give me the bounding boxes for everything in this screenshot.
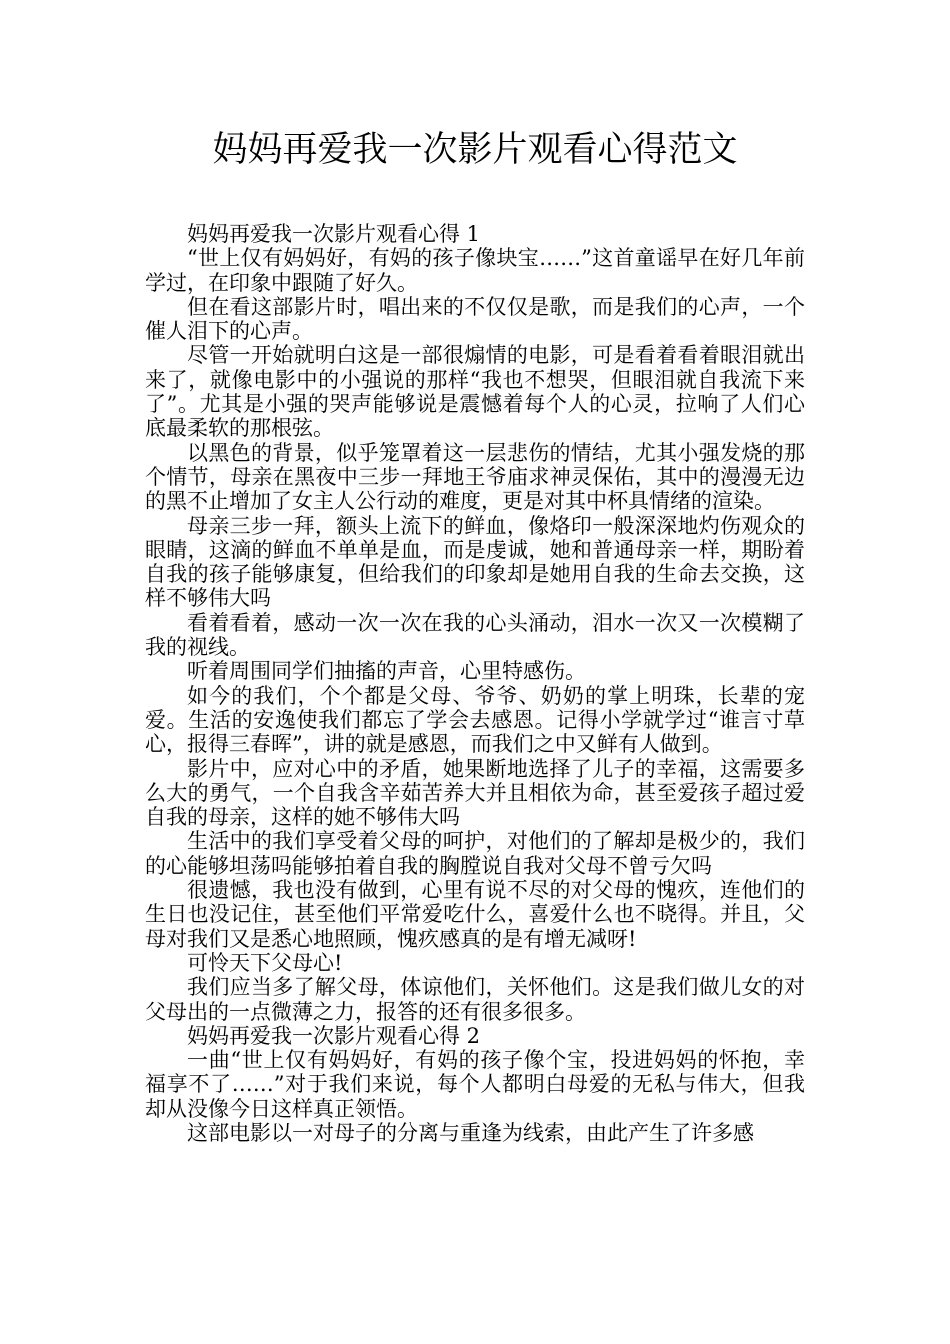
paragraph: 影片中，应对心中的矛盾，她果断地选择了儿子的幸福，这需要多么大的勇气，一个自我含辛茹苦养大并且相依为命，甚至爱孩子超过爱自我的母亲，这样的她不够伟大吗 bbox=[145, 756, 805, 830]
document-title: 妈妈再爱我一次影片观看心得范文 bbox=[212, 130, 738, 170]
paragraph: 很遗憾，我也没有做到，心里有说不尽的对父母的愧疚，连他们的生日也没记住，甚至他们平常爱吃什么，喜爱什么也不晓得。并且，父母对我们又是悉心地照顾，愧疚感真的是有增无减呀! bbox=[145, 878, 805, 951]
paragraph: 我们应当多了解父母，体谅他们，关怀他们。这是我们做儿女的对父母出的一点微薄之力，报答的还有很多很多。 bbox=[145, 975, 805, 1024]
paragraph: 一曲“世上仅有妈妈好，有妈的孩子像个宝，投进妈妈的怀抱，幸福享不了……”对于我们来说，每个人都明白母爱的无私与伟大，但我却从没像今日这样真正领悟。 bbox=[145, 1048, 805, 1121]
paragraph: 但在看这部影片时，唱出来的不仅仅是歌，而是我们的心声，一个催人泪下的心声。 bbox=[145, 294, 805, 344]
document-body bbox=[145, 222, 805, 1145]
paragraph: “世上仅有妈妈好，有妈的孩子像块宝……”这首童谣早在好几年前学过，在印象中跟随了好久。 bbox=[145, 246, 805, 295]
paragraph: 看着看着，感动一次一次在我的心头涌动，泪水一次又一次模糊了我的视线。 bbox=[145, 610, 805, 660]
paragraph: 如今的我们，个个都是父母、爷爷、奶奶的掌上明珠，长辈的宠爱。生活的安逸使我们都忘了学会去感恩。记得小学就学过“谁言寸草心，报得三春晖”，讲的就是感恩，而我们之中又鲜有人做到。 bbox=[145, 683, 805, 757]
paragraph: 这部电影以一对母子的分离与重逢为线索，由此产生了许多感 bbox=[187, 1120, 754, 1145]
section-heading-1: 妈妈再爱我一次影片观看心得 1 bbox=[187, 222, 481, 246]
paragraph: 听着周围同学们抽搐的声音，心里特感伤。 bbox=[187, 659, 586, 684]
paragraph: 母亲三步一拜，额头上流下的鲜血，像烙印一般深深地灼伤观众的眼睛，这滴的鲜血不单单是血，而是虔诚，她和普通母亲一样，期盼着自我的孩子能够康复，但给我们的印象却是她用自我的生命去交换，这样不够伟大吗 bbox=[145, 513, 805, 611]
section-heading-2: 妈妈再爱我一次影片观看心得 2 bbox=[187, 1023, 481, 1048]
paragraph: 生活中的我们享受着父母的呵护，对他们的了解却是极少的，我们的心能够坦荡吗能够拍着自我的胸膛说自我对父母不曾亏欠吗 bbox=[145, 829, 805, 878]
paragraph: 可怜天下父母心! bbox=[187, 950, 343, 975]
paragraph: 尽管一开始就明白这是一部很煽情的电影，可是看着看着眼泪就出来了，就像电影中的小强说的那样“我也不想哭，但眼泪就自我流下来了”。尤其是小强的哭声能够说是震憾着每个人的心灵，拉响了人们心底最柔软的那根弦。 bbox=[145, 343, 805, 441]
paragraph: 以黑色的背景，似乎笼罩着这一层悲伤的情结，尤其小强发烧的那个情节，母亲在黑夜中三步一拜地王爷庙求神灵保佑，其中的漫漫无边的黑不止增加了女主人公行动的难度，更是对其中杯具情绪的渲染。 bbox=[145, 440, 805, 514]
